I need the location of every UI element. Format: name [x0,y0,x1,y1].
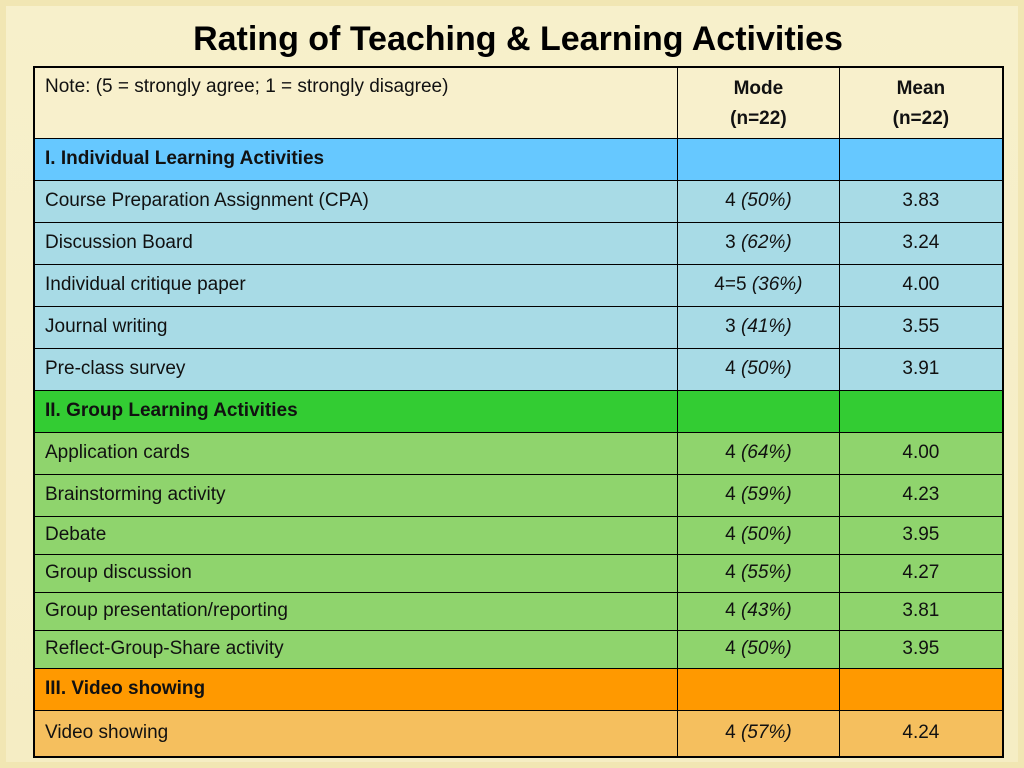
mode-cell [678,432,840,474]
mode-cell [678,554,840,592]
activity-cell: Application cards [34,432,678,474]
table-row [34,554,1003,592]
mode-value: 4 [725,484,736,505]
mean-cell: 3.55 [839,306,1003,348]
section-empty-cell [839,390,1003,432]
mode-value: 3 [725,316,736,337]
mode-percent: (50%) [740,638,792,659]
mode-cell [678,264,840,306]
mode-header-n: (n=22) [730,108,787,129]
table-row [34,630,1003,668]
mode-value: 4 [725,722,736,744]
section-empty-cell [678,668,840,710]
mode-value: 4 [725,190,736,211]
activity-cell: Group discussion [34,554,678,592]
mode-percent: (64%) [740,442,792,463]
mean-cell: 4.24 [839,710,1003,757]
activity-cell: Debate [34,516,678,554]
mode-percent: (41%) [740,316,792,337]
mode-value: 4 [725,442,736,463]
mode-cell [678,222,840,264]
note-cell: Note: (5 = strongly agree; 1 = strongly disagree) [34,67,678,138]
mean-cell: 3.24 [839,222,1003,264]
mean-header-cell [839,67,1003,138]
activity-cell: Journal writing [34,306,678,348]
section-empty-cell [839,138,1003,180]
section-empty-cell [839,668,1003,710]
activity-cell: Discussion Board [34,222,678,264]
activity-cell: Group presentation/reporting [34,592,678,630]
table-header-row [34,67,1003,138]
table-row [34,264,1003,306]
table-row [34,592,1003,630]
mode-cell [678,474,840,516]
table-row [34,710,1003,757]
mean-cell: 3.95 [839,630,1003,668]
activity-cell: Reflect-Group-Share activity [34,630,678,668]
activity-cell: Brainstorming activity [34,474,678,516]
mode-header-cell [678,67,840,138]
mode-value: 3 [725,232,736,253]
table-row [34,432,1003,474]
mode-percent: (36%) [751,274,803,295]
mean-cell: 4.27 [839,554,1003,592]
mode-percent: (50%) [740,524,792,545]
mean-cell: 4.00 [839,432,1003,474]
section-title: I. Individual Learning Activities [34,138,678,180]
section-empty-cell [678,138,840,180]
section-title: III. Video showing [34,668,678,710]
table-row [34,516,1003,554]
mode-value: 4 [725,524,736,545]
mode-value: 4 [725,562,736,583]
section-header-row [34,668,1003,710]
mode-value: 4 [725,358,736,379]
mode-percent: (57%) [740,722,792,744]
mean-header-label: Mean [896,78,946,99]
section-title: II. Group Learning Activities [34,390,678,432]
mode-percent: (62%) [740,232,792,253]
mean-cell: 3.91 [839,348,1003,390]
mode-cell [678,710,840,757]
slide-title: Rating of Teaching & Learning Activities [193,20,843,58]
mode-cell [678,180,840,222]
mode-cell [678,516,840,554]
mean-cell: 4.23 [839,474,1003,516]
mode-percent: (50%) [740,190,792,211]
mode-value: 4 [725,600,736,621]
mode-percent: (59%) [740,484,792,505]
mode-value: 4=5 [714,274,747,295]
section-header-row [34,390,1003,432]
table-row [34,348,1003,390]
activity-cell: Course Preparation Assignment (CPA) [34,180,678,222]
mode-header-label: Mode [733,78,784,99]
mean-cell: 3.95 [839,516,1003,554]
table-row [34,474,1003,516]
mode-percent: (50%) [740,358,792,379]
mode-cell [678,630,840,668]
section-header-row [34,138,1003,180]
mode-cell [678,592,840,630]
table-row [34,222,1003,264]
table-row [34,306,1003,348]
mode-percent: (55%) [740,562,792,583]
activity-cell: Pre-class survey [34,348,678,390]
mean-header-n: (n=22) [892,108,950,129]
mean-cell: 4.00 [839,264,1003,306]
section-empty-cell [678,390,840,432]
ratings-table [33,66,1004,758]
table-row [34,180,1003,222]
mode-cell [678,306,840,348]
mean-cell: 3.81 [839,592,1003,630]
mode-cell [678,348,840,390]
mean-cell: 3.83 [839,180,1003,222]
mode-percent: (43%) [740,600,792,621]
mode-value: 4 [725,638,736,659]
activity-cell: Video showing [34,710,678,757]
activity-cell: Individual critique paper [34,264,678,306]
